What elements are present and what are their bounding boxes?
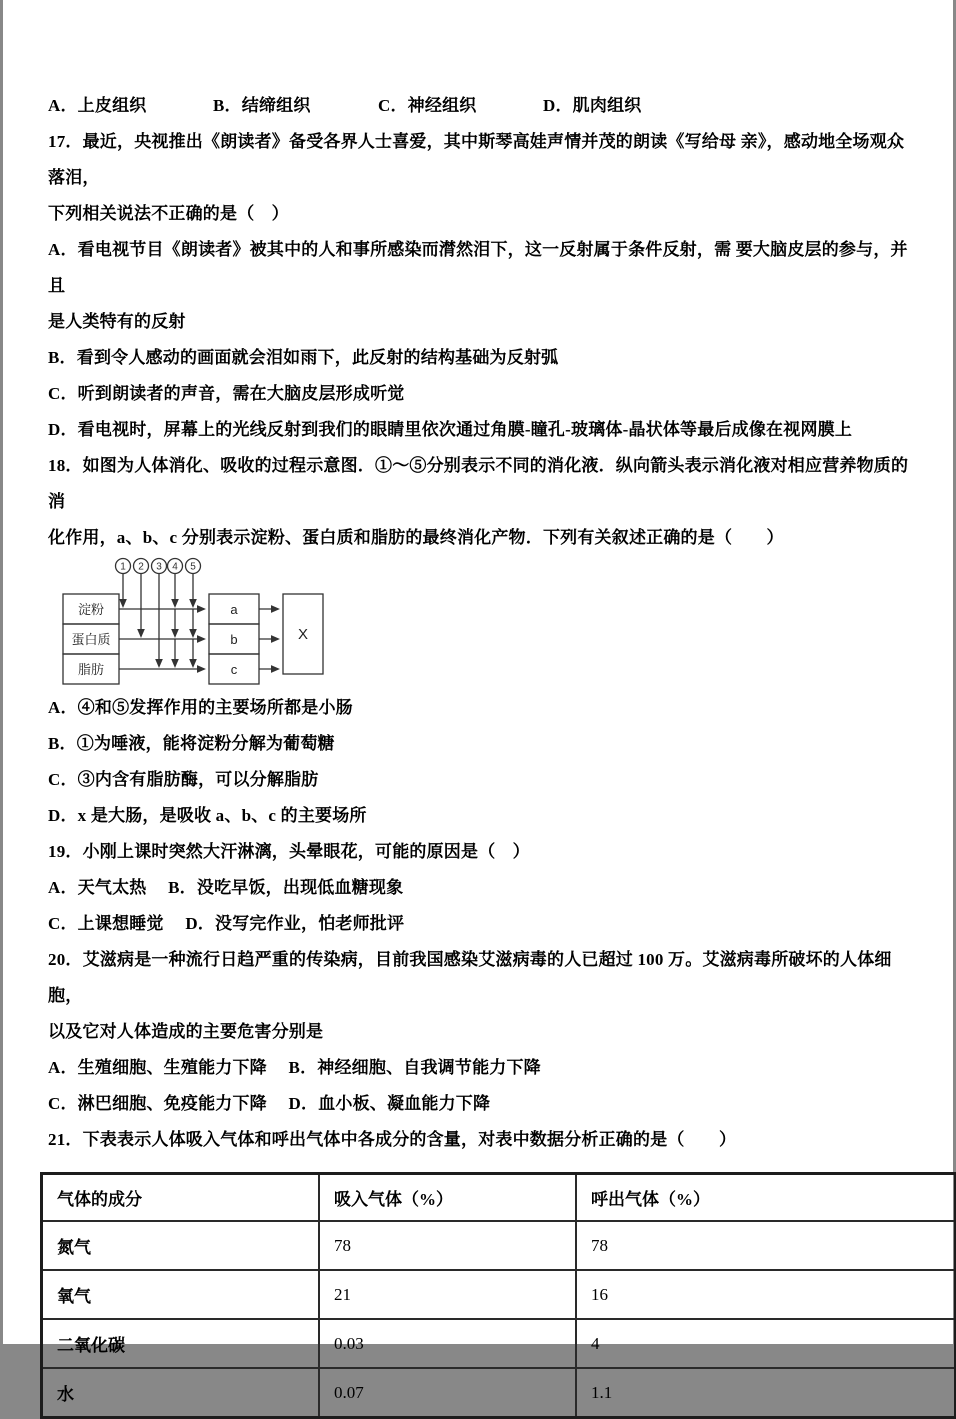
q19-stem: 19．小刚上课时突然大汗淋漓，头晕眼花，可能的原因是（ ） <box>48 842 530 861</box>
exam-page <box>3 0 953 1404</box>
q20-stem-line2: 以及它对人体造成的主要危害分别是 <box>48 1022 324 1041</box>
organ-x-label: X <box>297 626 309 643</box>
row-oxygen-exhaled: 16 <box>576 1270 956 1319</box>
q20-stem-line1: 20．艾滋病是一种流行日趋严重的传染病，目前我国感染艾滋病毒的人已超过 100 万。艾滋病毒所破坏的人体细胞， <box>48 950 892 1005</box>
protein-label: 蛋白质 <box>71 632 111 647</box>
q17-option-d: D．看电视时，屏幕上的光线反射到我们的眼睛里依次通过角膜-瞳孔-玻璃体-晶状体等最后成像在视网膜上 <box>48 420 853 439</box>
digestion-diagram-svg <box>61 556 341 690</box>
q18-option-b: B．①为唾液，能将淀粉分解为葡萄糖 <box>48 734 335 753</box>
q17-stem-line2: 下列相关说法不正确的是（ ） <box>48 204 289 223</box>
q16-option-a: A．上皮组织 <box>48 96 147 115</box>
q19-options-cd: C．上课想睡觉 D．没写完作业，怕老师批评 <box>48 914 405 933</box>
q17-option-c: C．听到朗读者的声音，需在大脑皮层形成听觉 <box>48 384 405 403</box>
enzyme-4-label: 4 <box>172 561 178 573</box>
row-nitrogen-inhaled: 78 <box>319 1221 576 1270</box>
starch-label: 淀粉 <box>77 602 105 617</box>
enzyme-2-label: 2 <box>138 561 144 573</box>
q19-options-ab: A．天气太热 B．没吃早饭，出现低血糖现象 <box>48 878 404 897</box>
q18-option-a: A．④和⑤发挥作用的主要场所都是小肠 <box>48 698 353 717</box>
table-row <box>42 1221 956 1270</box>
row-oxygen-inhaled: 21 <box>319 1270 576 1319</box>
q17-option-b: B．看到令人感动的画面就会泪如雨下，此反射的结构基础为反射弧 <box>48 348 559 367</box>
q18-stem-line2: 化作用，a、b、c 分别表示淀粉、蛋白质和脂肪的最终消化产物．下列有关叙述正确的是（ ） <box>48 528 784 547</box>
enzyme-1-label: 1 <box>120 561 126 573</box>
row-co2-exhaled: 4 <box>576 1319 956 1368</box>
q18-stem-line1: 18．如图为人体消化、吸收的过程示意图．①～⑤分别表示不同的消化液．纵向箭头表示消化液对相应营养物质的消 <box>48 456 909 511</box>
header-gas-component: 气体的成分 <box>42 1174 320 1222</box>
q17-stem-line1: 17．最近，央视推出《朗读者》备受各界人士喜爱，其中斯琴高娃声情并茂的朗读《写给母 亲》，感动地全场观众落泪， <box>48 132 905 187</box>
table-row <box>42 1270 956 1319</box>
q16-option-c: C．神经组织 <box>378 96 477 115</box>
q16-option-b: B．结缔组织 <box>213 96 311 115</box>
product-b-label: b <box>230 632 238 647</box>
header-inhaled: 吸入气体（%） <box>319 1174 576 1222</box>
q17-option-a-line2: 是人类特有的反射 <box>48 312 186 331</box>
fat-label: 脂肪 <box>77 662 105 677</box>
q18-option-c: C．③内含有脂肪酶，可以分解脂肪 <box>48 770 319 789</box>
q16-options-row <box>48 88 909 124</box>
row-water-inhaled: 0.07 <box>319 1368 576 1418</box>
q20-options-cd: C．淋巴细胞、免疫能力下降 D．血小板、凝血能力下降 <box>48 1094 491 1113</box>
row-water-label: 水 <box>42 1368 320 1418</box>
row-oxygen-label: 氧气 <box>42 1270 320 1319</box>
row-nitrogen-exhaled: 78 <box>576 1221 956 1270</box>
header-exhaled: 呼出气体（%） <box>576 1174 956 1222</box>
digestion-diagram <box>61 556 909 690</box>
row-water-exhaled: 1.1 <box>576 1368 956 1418</box>
product-a-label: a <box>230 602 238 617</box>
row-co2-label: 二氧化碳 <box>42 1319 320 1368</box>
product-c-label: c <box>230 662 238 677</box>
q20-options-ab: A．生殖细胞、生殖能力下降 B．神经细胞、自我调节能力下降 <box>48 1058 541 1077</box>
q21-stem: 21．下表表示人体吸入气体和呼出气体中各成分的含量，对表中数据分析正确的是（ ） <box>48 1130 737 1149</box>
row-nitrogen-label: 氮气 <box>42 1221 320 1270</box>
enzyme-5-label: 5 <box>190 561 196 573</box>
row-co2-inhaled: 0.03 <box>319 1319 576 1368</box>
q17-option-a-line1: A．看电视节目《朗读者》被其中的人和事所感染而潸然泪下，这一反射属于条件反射，需 要大脑皮层的参与，并且 <box>48 240 908 295</box>
table-header-row <box>42 1174 956 1222</box>
q18-option-d: D．x 是大肠，是吸收 a、b、c 的主要场所 <box>48 806 367 825</box>
q16-option-d: D．肌肉组织 <box>543 96 642 115</box>
gas-composition-table <box>40 1172 956 1419</box>
table-row <box>42 1319 956 1368</box>
enzyme-3-label: 3 <box>156 561 162 573</box>
page-content <box>3 0 953 1419</box>
table-row <box>42 1368 956 1418</box>
